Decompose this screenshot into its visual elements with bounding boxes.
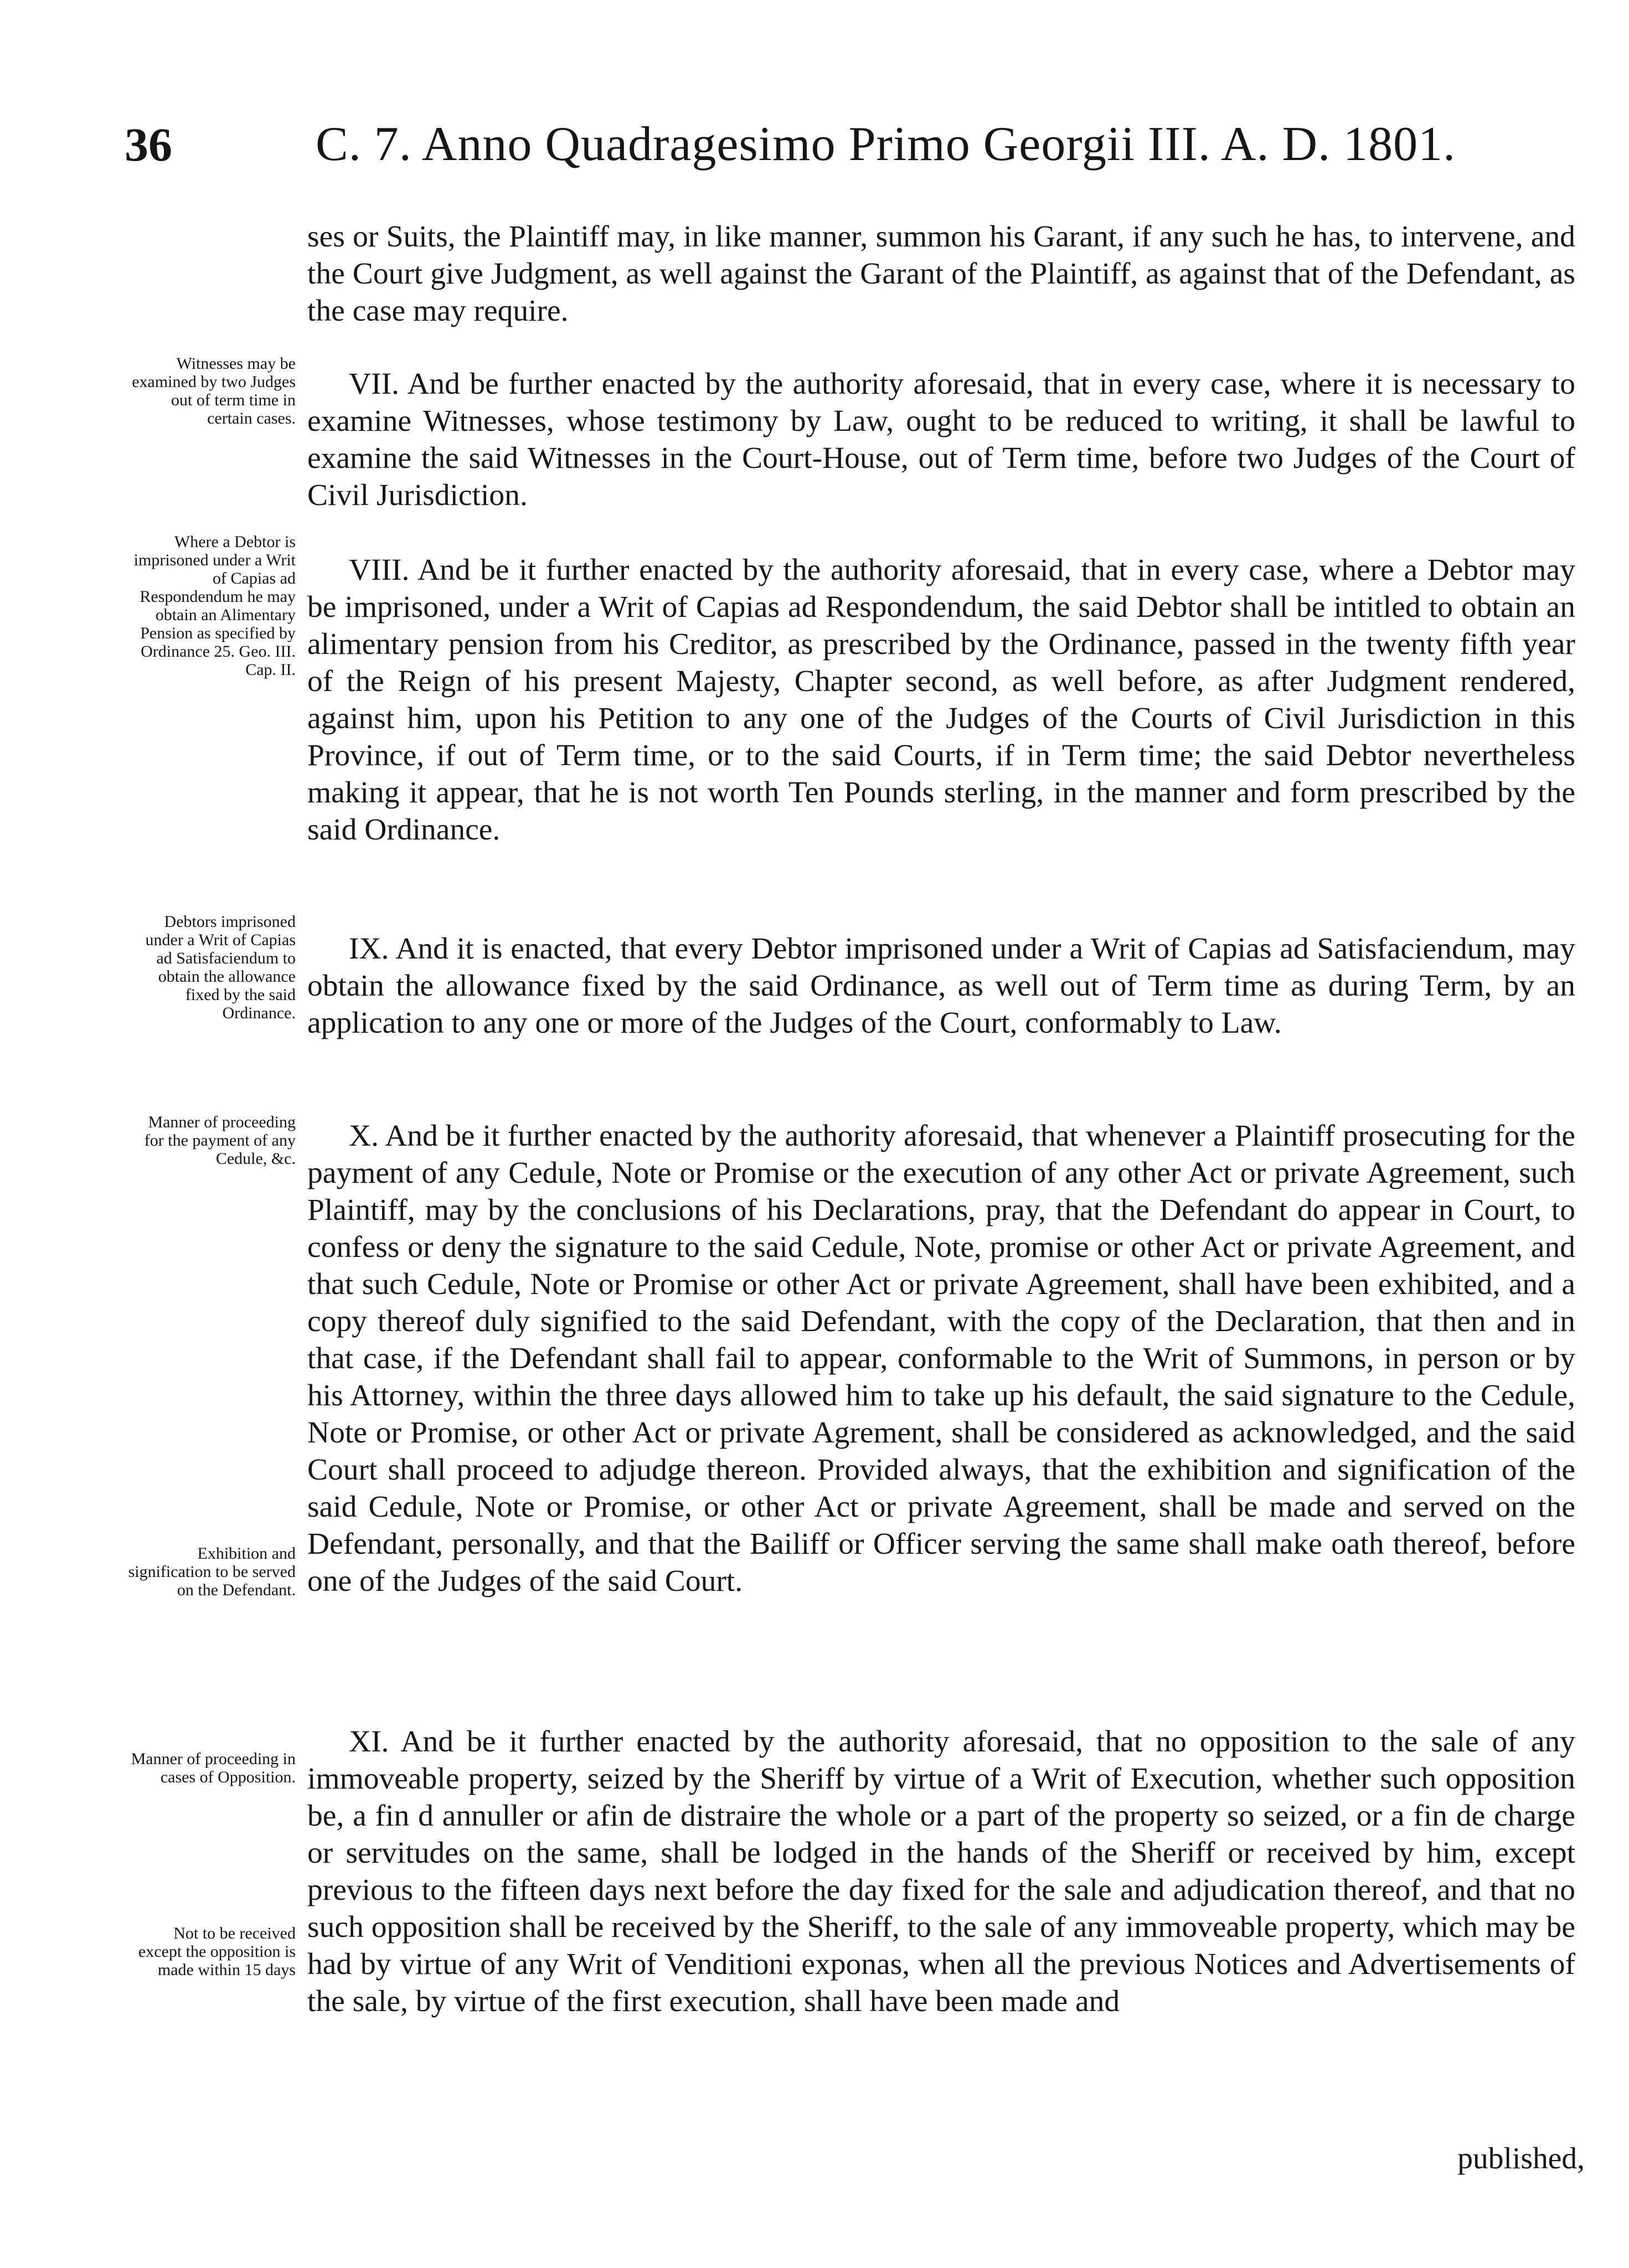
page-number: 36: [125, 118, 172, 171]
page-header: [125, 114, 1586, 189]
sidenote-section-9: Debtors imprisoned under a Writ of Capias ad Satisfaciendum to obtain the allowance fixed by the said Ordinance.: [145, 913, 296, 1022]
section-number: IX.: [349, 932, 389, 966]
sidenote-section-7: Witnesses may be examined by two Judges out of term time in certain cases.: [132, 354, 296, 427]
section-text: And be further enacted by the authority aforesaid, that in every case, where it is necessary to examine Witnesses, whose testimony by Law, ought to be reduced to writing, it shall be lawful to examine the said Witnesses in the Court-House, out of Term time, before two Judges of the Court of Civil Jurisdiction.: [307, 367, 1575, 512]
section-text: And it is enacted, that every Debtor imprisoned under a Writ of Capias ad Satisfaciendum, may obtain the allowance fixed by the said Ordinance, as well out of Term time as during Term, by an application to any one or more of the Judges of the Court, conformably to Law.: [307, 932, 1575, 1040]
section-text: And be it further enacted by the authority aforesaid, that no opposition to the sale of any immoveable property, seized by the Sheriff by virtue of a Writ of Execution, whether such opposition be, a fin d annuller or afin de distraire the whole or a part of the property so seized, or a fin de charge or servitudes on the same, shall be lodged in the hands of the Sheriff or received by him, except previous to the fifteen days next before the day fixed for the sale and adjudication thereof, and that no such opposition shall be received by the Sheriff, to the sale of any immoveable property, which may be had by virtue of any Writ of Venditioni exponas, when all the previous Notices and Advertisements of the sale, by virtue of the first execution, shall have been made and: [307, 1725, 1575, 2018]
section-7: [307, 365, 1575, 514]
section-number: X.: [349, 1119, 379, 1153]
sidenote-section-11: Manner of proceeding in cases of Opposition.: [131, 1750, 296, 1786]
section-text: And be it further enacted by the authority aforesaid, that in every case, where a Debtor may be imprisoned, under a Writ of Capias ad Respondendum, the said Debtor shall be intitled to obtain an alimentary pension from his Creditor, as prescribed by the Ordinance, passed in the twenty fifth year of the Reign of his present Majesty, Chapter second, as well before, as after Judgment rendered, against him, upon his Petition to any one of the Judges of the Courts of Civil Jurisdiction in this Province, if out of Term time, or to the said Courts, if in Term time; the said Debtor nevertheless making it appear, that he is not worth Ten Pounds sterling, in the manner and form prescribed by the said Ordinance.: [307, 553, 1575, 847]
section-number: XI.: [349, 1725, 389, 1759]
continuation-paragraph: [307, 218, 1575, 334]
section-number: VIII.: [349, 553, 410, 587]
section-number: VII.: [349, 367, 399, 401]
sidenote-section-11-fifteen-days: Not to be received except the opposition is made within 15 days: [138, 1924, 296, 1979]
sidenote-section-8: Where a Debtor is imprisoned under a Writ of Capias ad Respondendum he may obtain an Alimentary Pension as specified by Ordinance 25. Geo. III. Cap. II.: [133, 533, 296, 679]
section-10: [307, 1117, 1575, 1600]
section-text: And be it further enacted by the authority aforesaid, that whenever a Plaintiff prosecuting for the payment of any Cedule, Note or Promise or the execution of any other Act or private Agreement, such Plaintiff, may by the conclusions of his Declarations, pray, that the Defendant do appear in Court, to confess or deny the signature to the said Cedule, Note, promise or other Act or private Agreement, and that such Cedule, Note or Promise or other Act or private Agreement, shall have been exhibited, and a copy thereof duly signified to the said Defendant, with the copy of the Declaration, that then and in that case, if the Defendant shall fail to appear, conformable to the Writ of Summons, in person or by his Attorney, within the three days allowed him to take up his default, the said signature to the Cedule, Note or Promise, or other Act or private Agrement, shall be considered as acknowledged, and the said Court shall proceed to adjudge thereon. Provided always, that the exhibition and signification of the said Cedule, Note or Promise, or other Act or private Agreement, shall be made and served on the Defendant, personally, and that the Bailiff or Officer serving the same shall make oath thereof, before one of the Judges of the said Court.: [307, 1119, 1575, 1598]
section-11: [307, 1723, 1575, 2020]
continuation-text: ses or Suits, the Plaintiff may, in like manner, summon his Garant, if any such he has, to intervene, and the Court give Judgment, as well against the Garant of the Plaintiff, as against that of the Defendant, as the case may require.: [307, 220, 1575, 328]
section-8: [307, 551, 1575, 848]
section-9: [307, 930, 1575, 1042]
sidenote-section-10-exhibition: Exhibition and signification to be served on the Defendant.: [128, 1544, 296, 1599]
sidenote-section-10: Manner of proceeding for the payment of any Cedule, &c.: [144, 1113, 296, 1168]
catchword: published,: [1457, 2142, 1585, 2176]
running-title: C. 7. Anno Quadragesimo Primo Georgii III. A. D. 1801.: [316, 117, 1456, 171]
